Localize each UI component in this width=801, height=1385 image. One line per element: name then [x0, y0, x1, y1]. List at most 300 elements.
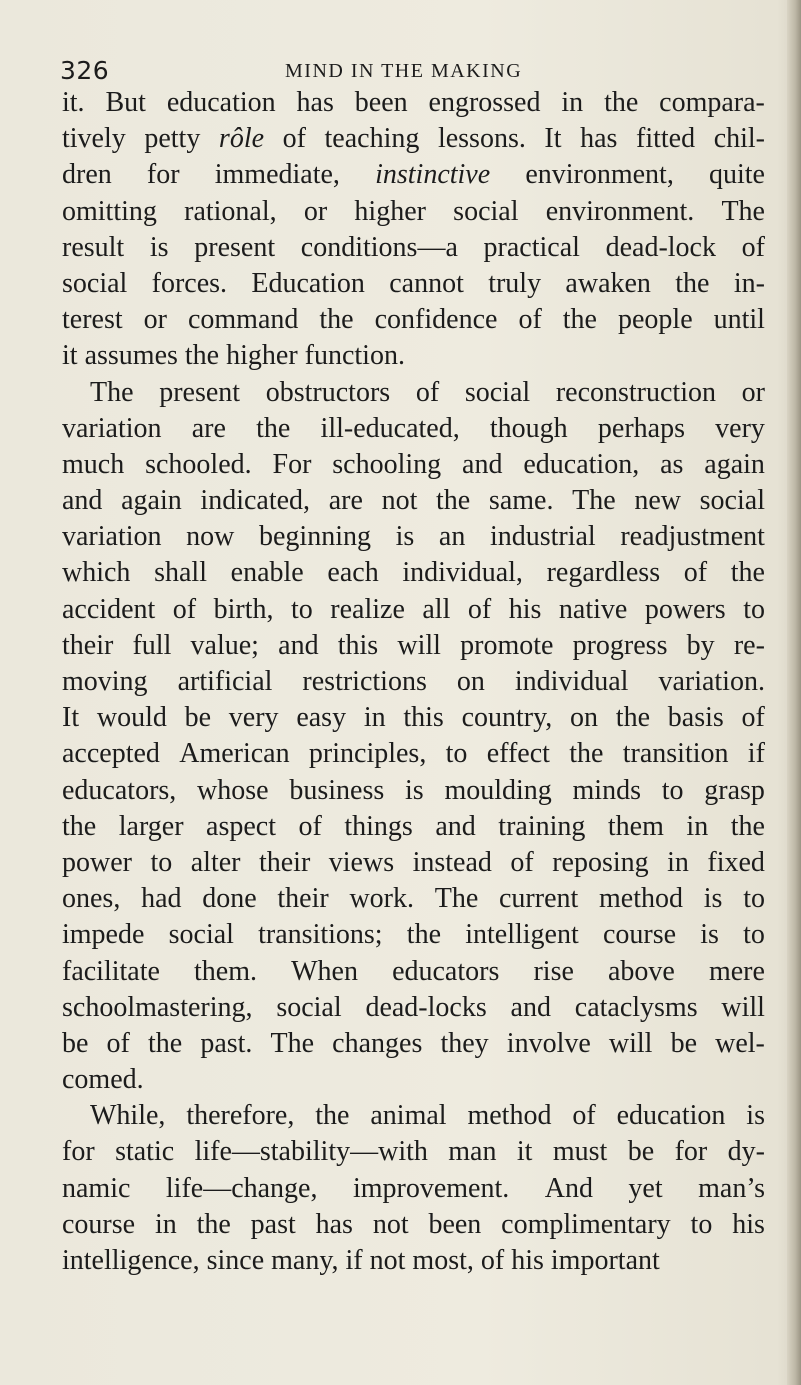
- word: beginning: [258, 521, 371, 553]
- word: their: [62, 629, 114, 661]
- word: of: [172, 593, 197, 625]
- word: educators,: [62, 774, 177, 806]
- word: his: [511, 1245, 551, 1276]
- text-line: [62, 121, 765, 157]
- word: to: [661, 774, 684, 806]
- text-line: [62, 1026, 765, 1062]
- word: enable: [230, 557, 304, 589]
- text-line: [62, 664, 765, 700]
- word: which: [62, 557, 131, 589]
- word: in: [363, 702, 386, 734]
- word: wel-: [715, 1027, 765, 1059]
- word: grasp: [704, 774, 765, 806]
- word: conditions—a: [300, 231, 458, 263]
- word: to: [150, 846, 173, 878]
- word: rational,: [184, 195, 277, 227]
- word: though: [489, 412, 568, 444]
- word: is: [405, 774, 424, 806]
- word: instinctive: [375, 159, 491, 191]
- text-line: [62, 375, 765, 411]
- word: of: [480, 1245, 512, 1276]
- word: variation: [62, 521, 162, 553]
- word: schooled.: [145, 448, 252, 480]
- word: are: [328, 485, 363, 517]
- word: reconstruction: [555, 376, 716, 408]
- word: command: [187, 304, 299, 336]
- word: to: [690, 1208, 713, 1240]
- word: artificial: [177, 666, 273, 697]
- word: their: [277, 883, 329, 915]
- word: the: [256, 412, 291, 444]
- word: has: [580, 123, 618, 155]
- word: immediate,: [214, 159, 340, 191]
- word: same.: [488, 485, 554, 517]
- word: transitions;: [258, 919, 383, 951]
- word: they: [440, 1027, 489, 1059]
- word: things: [344, 810, 413, 842]
- word: schooling: [332, 448, 442, 480]
- word: must: [552, 1136, 608, 1168]
- word: engrossed: [428, 87, 541, 118]
- word: cataclysms: [574, 991, 698, 1023]
- word: re-: [733, 629, 765, 661]
- word: regardless: [546, 557, 661, 589]
- word: dren: [62, 159, 112, 191]
- word: of: [572, 1100, 596, 1132]
- word: them.: [194, 955, 258, 987]
- word: of: [741, 231, 765, 263]
- word: be: [670, 1027, 698, 1059]
- word: The: [572, 485, 616, 517]
- word: individual: [514, 666, 629, 697]
- word: birth,: [213, 593, 274, 625]
- text-line: [62, 157, 765, 193]
- word: it.: [62, 87, 85, 118]
- word: above: [608, 955, 675, 987]
- word: tively: [62, 123, 126, 155]
- word: of: [298, 810, 322, 842]
- word: it: [62, 340, 85, 372]
- word: and: [510, 991, 551, 1023]
- text-line: [62, 519, 765, 555]
- word: this: [337, 629, 379, 661]
- word: very: [228, 702, 279, 734]
- word: fixed: [707, 846, 765, 878]
- word: the: [730, 810, 765, 842]
- word: The: [434, 883, 479, 915]
- word: complimentary: [501, 1208, 671, 1240]
- word: environment.: [545, 195, 695, 227]
- word: intelligence,: [62, 1245, 207, 1276]
- word: ill-educated,: [320, 412, 460, 444]
- word: course: [62, 1208, 136, 1240]
- word: education,: [523, 448, 640, 480]
- word: social: [62, 267, 128, 299]
- word: of: [282, 123, 306, 155]
- word: truly: [488, 267, 542, 299]
- text-line: [62, 700, 765, 736]
- word: of: [518, 304, 542, 336]
- word: the: [730, 557, 765, 589]
- word: current: [499, 883, 579, 915]
- word: had: [141, 883, 182, 915]
- word: not: [369, 1245, 413, 1276]
- word: result: [62, 231, 125, 263]
- word: the: [436, 485, 471, 517]
- word: variation: [62, 412, 162, 444]
- word: and: [435, 810, 476, 842]
- word: environment,: [525, 159, 674, 191]
- word: the: [569, 738, 604, 770]
- word: is: [703, 883, 723, 915]
- word: since: [206, 1245, 272, 1276]
- word: education: [166, 87, 276, 118]
- word: education: [616, 1100, 726, 1132]
- text-line: [62, 809, 765, 845]
- word: moulding: [444, 774, 552, 806]
- word: would: [96, 702, 167, 734]
- word: restrictions: [302, 666, 427, 697]
- word: and: [62, 485, 103, 517]
- word: will: [721, 991, 765, 1023]
- word: of: [415, 376, 440, 408]
- word: it: [516, 1136, 533, 1168]
- text-line: [62, 338, 765, 374]
- word: of: [683, 557, 708, 589]
- word: to: [743, 919, 765, 951]
- text-line: [62, 1098, 765, 1134]
- word: their: [258, 846, 311, 878]
- text-line: [62, 230, 765, 266]
- word: shall: [154, 557, 207, 589]
- word: Education: [251, 267, 365, 299]
- word: most,: [412, 1245, 481, 1276]
- word: views: [328, 846, 395, 878]
- word: yet: [628, 1172, 663, 1204]
- word: higher: [354, 195, 426, 227]
- text-line: [62, 447, 765, 483]
- word: obstructors: [265, 376, 391, 408]
- text-line: [62, 266, 765, 302]
- word: and: [278, 629, 319, 661]
- word: life—change,: [165, 1172, 318, 1204]
- word: and: [462, 448, 503, 480]
- text-line: [62, 1207, 765, 1243]
- word: accident: [62, 593, 156, 625]
- word: When: [291, 955, 358, 987]
- word: the: [406, 919, 442, 951]
- word: compara-: [659, 87, 765, 118]
- word: new: [634, 485, 681, 517]
- word: principles,: [308, 738, 427, 770]
- word: dead-lock: [605, 231, 716, 263]
- word: or: [741, 376, 765, 408]
- word: be: [62, 1027, 89, 1059]
- word: is: [700, 919, 719, 951]
- word: is: [395, 521, 415, 553]
- word: But: [105, 87, 146, 118]
- word: reposing: [552, 846, 649, 878]
- word: the: [196, 1208, 231, 1240]
- word: lessons.: [437, 123, 526, 155]
- word: on: [570, 702, 599, 734]
- word: social: [464, 376, 531, 408]
- word: if: [345, 1245, 370, 1276]
- word: confidence: [374, 304, 498, 336]
- word: for: [674, 1136, 708, 1168]
- word: his: [732, 1208, 765, 1240]
- word: to: [743, 593, 765, 625]
- word: social: [276, 991, 342, 1023]
- text-line: [62, 85, 765, 121]
- word: easy: [296, 702, 347, 734]
- word: is: [149, 231, 169, 263]
- word: to: [291, 593, 313, 625]
- word: realize: [330, 593, 405, 625]
- word: been: [428, 1208, 482, 1240]
- word: again: [704, 448, 765, 480]
- word: While,: [90, 1100, 166, 1132]
- word: been: [354, 87, 408, 118]
- text-line: [62, 628, 765, 664]
- text-line: [62, 194, 765, 230]
- word: It: [544, 123, 562, 155]
- word: readjustment: [620, 521, 765, 553]
- word: present: [194, 231, 276, 263]
- text-line: [62, 1062, 765, 1098]
- word: The: [270, 1027, 315, 1059]
- word: intelligent: [465, 919, 579, 951]
- word: of: [106, 1027, 130, 1059]
- word: instead: [412, 846, 492, 878]
- body-text: [62, 85, 765, 1279]
- word: as: [660, 448, 684, 480]
- word: them: [607, 810, 664, 842]
- word: improvement.: [352, 1172, 510, 1204]
- text-line: [62, 773, 765, 809]
- word: The: [90, 376, 134, 408]
- word: facilitate: [62, 955, 160, 987]
- word: work.: [349, 883, 414, 915]
- word: power: [62, 846, 132, 878]
- word: the: [315, 1100, 350, 1132]
- text-line: [62, 1134, 765, 1170]
- word: has: [296, 87, 334, 118]
- word: impede: [62, 919, 145, 951]
- word: perhaps: [597, 412, 685, 444]
- word: dy-: [727, 1136, 765, 1168]
- word: in: [686, 810, 709, 842]
- word: country,: [461, 702, 553, 734]
- word: the: [184, 340, 227, 372]
- word: the: [319, 304, 354, 336]
- word: The: [721, 195, 765, 227]
- text-line: [62, 736, 765, 772]
- word: function.: [304, 340, 405, 372]
- text-line: [62, 302, 765, 338]
- word: each: [327, 557, 379, 589]
- word: life—stability—with: [194, 1136, 428, 1168]
- word: therefore,: [186, 1100, 295, 1132]
- word: method: [599, 883, 684, 915]
- word: powers: [644, 593, 726, 625]
- word: social: [168, 919, 234, 951]
- word: will: [397, 629, 441, 661]
- word: promote: [460, 629, 554, 661]
- word: past: [250, 1208, 296, 1240]
- word: if: [747, 738, 765, 770]
- text-line: [62, 881, 765, 917]
- word: awaken: [565, 267, 651, 299]
- word: course: [602, 919, 677, 951]
- word: fitted: [636, 123, 696, 155]
- word: And: [544, 1172, 593, 1204]
- word: teaching: [324, 123, 420, 155]
- word: done: [202, 883, 257, 915]
- text-line: [62, 845, 765, 881]
- word: method: [467, 1100, 552, 1132]
- word: or: [303, 195, 328, 227]
- word: be: [184, 702, 212, 734]
- word: this: [403, 702, 444, 734]
- word: changes: [332, 1027, 423, 1059]
- word: full: [132, 629, 172, 661]
- word: effect: [486, 738, 550, 770]
- word: chil-: [713, 123, 765, 155]
- word: static: [115, 1136, 175, 1168]
- word: schoolmastering,: [62, 991, 253, 1023]
- word: dead-locks: [365, 991, 487, 1023]
- word: his: [508, 593, 542, 625]
- word: forces.: [151, 267, 228, 299]
- word: will: [608, 1027, 653, 1059]
- page-number: 326: [60, 56, 110, 85]
- word: comed.: [62, 1064, 144, 1096]
- word: terest: [62, 304, 123, 336]
- word: an: [438, 521, 466, 553]
- word: mere: [708, 955, 765, 987]
- word: the: [604, 87, 639, 118]
- word: the: [675, 267, 710, 299]
- word: in: [154, 1208, 177, 1240]
- text-line: [62, 592, 765, 628]
- word: the: [562, 304, 597, 336]
- word: industrial: [489, 521, 596, 553]
- word: basis: [667, 702, 724, 734]
- word: accepted: [62, 738, 160, 770]
- text-line: [62, 917, 765, 953]
- word: It: [62, 702, 80, 734]
- word: important: [550, 1245, 660, 1276]
- word: are: [191, 412, 226, 444]
- word: all: [422, 593, 451, 625]
- word: to: [445, 738, 468, 770]
- word: whose: [197, 774, 269, 806]
- word: now: [186, 521, 235, 553]
- word: again: [121, 485, 182, 517]
- word: animal: [370, 1100, 447, 1132]
- word: in-: [733, 267, 765, 299]
- word: variation.: [658, 666, 765, 697]
- word: quite: [709, 159, 765, 191]
- word: the: [62, 810, 97, 842]
- running-head: MIND IN THE MAKING: [285, 60, 523, 82]
- word: individual,: [402, 557, 523, 589]
- text-line: [62, 483, 765, 519]
- word: in: [667, 846, 689, 878]
- word: namic: [62, 1172, 131, 1204]
- word: people: [617, 304, 693, 336]
- word: aspect: [206, 810, 276, 842]
- word: social: [699, 485, 765, 517]
- word: by: [686, 629, 715, 661]
- word: training: [498, 810, 586, 842]
- word: of: [467, 593, 492, 625]
- text-line: [62, 411, 765, 447]
- word: value;: [190, 629, 259, 661]
- word: the: [147, 1027, 183, 1059]
- word: be: [627, 1136, 655, 1168]
- word: very: [715, 412, 765, 444]
- word: of: [510, 846, 534, 878]
- word: ones,: [62, 883, 121, 915]
- word: present: [159, 376, 241, 408]
- word: assumes: [84, 340, 185, 372]
- text-line: [62, 555, 765, 591]
- word: For: [272, 448, 312, 480]
- word: petty: [144, 123, 201, 155]
- word: native: [558, 593, 628, 625]
- text-line: [62, 1243, 765, 1279]
- word: omitting: [62, 195, 157, 227]
- word: rise: [533, 955, 574, 987]
- word: man’s: [698, 1172, 765, 1204]
- word: involve: [506, 1027, 591, 1059]
- word: the: [615, 702, 651, 734]
- word: American: [179, 738, 290, 770]
- word: man: [448, 1136, 497, 1168]
- word: business: [289, 774, 385, 806]
- word: past.: [200, 1027, 253, 1059]
- text-line: [62, 954, 765, 990]
- word: progress: [572, 629, 668, 661]
- word: not: [381, 485, 418, 517]
- word: or: [143, 304, 167, 336]
- word: for: [62, 1136, 95, 1168]
- word: transition: [622, 738, 729, 770]
- word: alter: [190, 846, 241, 878]
- word: much: [62, 448, 125, 480]
- word: many,: [271, 1245, 346, 1276]
- text-line: [62, 990, 765, 1026]
- word: to: [743, 883, 765, 915]
- word: until: [713, 304, 765, 336]
- word: indicated,: [200, 485, 311, 517]
- word: cannot: [389, 267, 464, 299]
- word: of: [741, 702, 765, 734]
- word: is: [746, 1100, 765, 1132]
- word: for: [146, 159, 180, 191]
- word: on: [456, 666, 485, 697]
- text-line: [62, 1171, 765, 1207]
- word: not: [372, 1208, 409, 1240]
- word: higher: [226, 340, 305, 372]
- page-edge-shadow: [787, 0, 801, 1385]
- word: minds: [572, 774, 641, 806]
- word: educators: [392, 955, 500, 987]
- word: moving: [62, 666, 148, 697]
- word: rôle: [218, 123, 265, 155]
